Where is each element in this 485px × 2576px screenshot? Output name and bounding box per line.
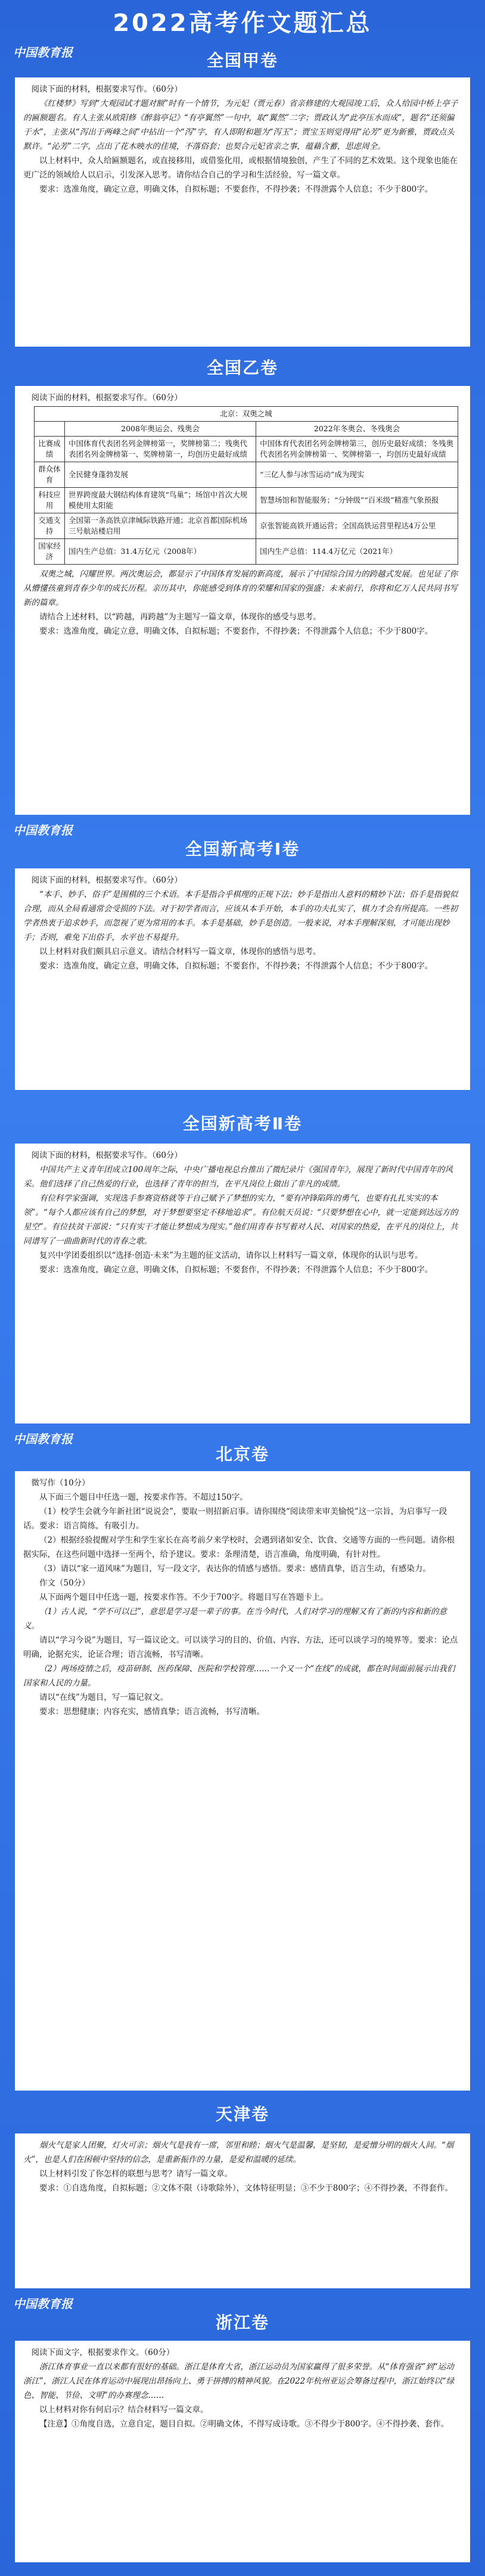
card-beijing: [15, 1471, 470, 2091]
paragraph: 请以“在线”为题目，写一篇记叙文。: [39, 1693, 169, 1702]
table-cell: 智慧场馆和智能服务；“分钟级”“百米级”精准气象预报: [256, 488, 458, 513]
table-cell: 国内生产总值：31.4万亿元（2008年）: [65, 539, 256, 565]
table-cell: 中国体育代表团名列金牌榜第三，创历史最好成绩；冬残奥代表团名列金牌榜第一、奖牌榜第一，均创历史最好成绩: [256, 437, 458, 462]
paragraph: 请以“学习今说”为题目，写一篇议论文。可以谈学习的目的、价值、内容、方法，还可以谈学习的境界等。要求：论点明确，论据充实，论证合理；语言流畅，书写清晰。: [23, 1636, 458, 1659]
table-row: [35, 462, 458, 488]
table-cell: 中国体育代表团名列金牌榜第一，奖牌榜第二；残奥代表团名列金牌榜第一、奖牌榜第一，均创历史最好成绩: [65, 437, 256, 462]
table-cell: “三亿人参与冰雪运动”成为现实: [256, 462, 458, 488]
section-title-xin2: 全国新高考Ⅱ卷: [182, 1114, 303, 1133]
paragraph: （1）校学生会就今年新社团“说说会”，要取一则招新启事。请你围绕“阅读带来审美愉悦”这一宗旨，为启事写一段话。要求：语言简练，有吸引力。: [23, 1507, 447, 1531]
paragraph: （2）两场疫情之后，疫苗研制、医药保障、医院和学校管理……一个又一个“在线”的成就，都在时间面前展示出我们国家和人民的力量。: [23, 1664, 455, 1688]
paragraph: 中国共产主义青年团成立100周年之际，中央广播电视总台推出了微纪录片《强国青年》，展现了新时代中国青年的风采。他们选择了自己热爱的行业，也选择了青年的担当，在平凡岗位上做出了非凡的成绩。: [23, 1165, 453, 1189]
section-title-yi: 全国乙卷: [206, 358, 278, 378]
paragraph: “本手、妙手、俗手”是围棋的三个术语。本手是指合乎棋理的正规下法；妙手是指出人意料的精妙下法；俗手是指貌似合理，而从全局看通常会受损的下法。对于初学者而言，应该从本手开始，本手的功夫扎实了，棋力才会有所提高。一些初学者热衷于追求妙手，而忽视了更为常用的本手。本手是基础，妙手是创造。一般来说，对本手理解深刻，才可能出现妙手；否则，难免下出俗手，水平也不易提升。: [23, 890, 458, 942]
logo-wordmark: 中国教育报: [13, 2297, 73, 2311]
paragraph: 要求：①自选角度，自拟标题；②文体不限（诗歌除外），文体特征明显；③不少于800字；④不得抄袭，不得套作。: [39, 2183, 453, 2193]
paragraph: 阅读下面文字，根据要求作文。（60分）: [31, 2348, 175, 2357]
paragraph: 要求：选准角度，确定立意，明确文体，自拟标题；不要套作，不得抄袭；不得泄露个人信息；不少于800字。: [39, 1265, 433, 1275]
main-title: 2022高考作文题汇总: [113, 9, 372, 37]
table-row: [35, 513, 458, 539]
paragraph: 阅读下面的材料，根据要求写作。（60分）: [31, 876, 182, 885]
table-cell: 全国第一条高铁京津城际铁路开通；北京首都国际机场三号航站楼启用: [65, 513, 256, 539]
paragraph: 浙江体育事业一直以来都有很好的基础。浙江是体育大省，浙江运动员为国家赢得了很多荣誉。从“体育强省”到“运动浙江”，浙江人民在体育运动中展现出昂扬向上、勇于拼搏的精神风貌。在2022年杭州亚运会筹备过程中，浙江始终以“绿色、智能、节俭、文明”的办赛理念……: [23, 2362, 455, 2400]
paragraph: 阅读下面的材料，根据要求写作。（60分）: [31, 393, 182, 403]
section-title-beijing: 北京卷: [215, 1444, 269, 1464]
paragraph: （2）根据经验提醒对学生和学生家长在高考前夕来学校时，会遇到诸如安全、饮食、交通等方面的一些问题。请你根据实际，在这些问题中选择一至两个，给予建议。要求：条理清楚，语言准确，角度明确，有针对性。: [23, 1535, 455, 1559]
paragraph: 要求：选准角度，确定立意，明确文体，自拟标题；不要套作，不得抄袭；不得泄露个人信息；不少于800字。: [39, 627, 433, 636]
section-title-zhejiang: 浙江卷: [215, 2313, 269, 2332]
paragraph: （3）请以“家一道风味”为题目，写一段文字，表达你的情感与感悟。要求：感情真挚，语言生动，有感染力。: [39, 1564, 431, 1574]
section-title-tianjin: 天津卷: [215, 2104, 269, 2124]
card-xin1: [15, 868, 470, 1090]
paragraph: 【注意】①角度自选，立意自定，题目自拟。②明确文体，不得写成诗歌。③不得少于800字。④不得抄袭、套作。: [39, 2419, 449, 2429]
logo-wordmark: 中国教育报: [13, 823, 73, 837]
paragraph: 要求：选准角度，确定立意，明确文体，自拟标题；不要套作，不得抄袭；不得泄露个人信息；不少于800字。: [39, 961, 433, 971]
card-xin2: [15, 1144, 470, 1424]
paragraph: 以上材料对我们颇具启示意义。请结合材料写一篇文章，体现你的感悟与思考。: [39, 947, 321, 957]
section-title-xin1: 全国新高考Ⅰ卷: [185, 839, 300, 859]
table-cell: 京张智能高铁开通运营；全国高铁运营里程达4万公里: [256, 513, 458, 539]
card-jia: [15, 77, 470, 347]
paragraph: （1）古人说，“学不可以已”，意思是学习是一辈子的事。在当今时代，人们对学习的理解又有了新的内容和新的意义。: [23, 1607, 447, 1631]
table-cell: 全民健身蓬勃发展: [65, 462, 256, 488]
table-row: [35, 539, 458, 565]
comparison-table: [34, 406, 458, 565]
table-row: [35, 437, 458, 462]
column-header-2008: 2008年奥运会、残奥会: [65, 422, 256, 437]
table-row: [35, 488, 458, 513]
row-label: 群众体育: [35, 462, 65, 488]
paragraph: 阅读下面的材料，根据要求写作。（60分）: [31, 85, 182, 94]
row-label: 交通支持: [35, 513, 65, 539]
logo-wordmark: 中国教育报: [13, 45, 73, 60]
row-label: 科技应用: [35, 488, 65, 513]
paragraph: 双奥之城，闪耀世界。两次奥运会，都显示了中国体育发展的新高度，展示了中国综合国力的跨越式发展。也见证了你从懵懂孩童到青春少年的成长历程。亲历其中，你能感受到体育的荣耀和国家的强盛；未来前行，你将和亿万人民共同书写新的篇章。: [23, 569, 458, 608]
paragraph: 从下面三个题目中任选一题，按要求作答。不超过150字。: [39, 1493, 248, 1502]
table-cell: 世界跨度最大钢结构体育建筑“鸟巢”；场馆中首次大规模使用太阳能: [65, 488, 256, 513]
logo-wordmark: 中国教育报: [13, 1432, 73, 1446]
paragraph: 阅读下面的材料，根据要求写作。（60分）: [31, 1151, 182, 1160]
column-header-2022: 2022年冬奥会、冬残奥会: [256, 422, 458, 437]
table-caption: 北京：双奥之城: [35, 407, 458, 422]
paragraph: 以上材料对你有何启示？结合材料写一篇文章。: [39, 2405, 209, 2415]
paragraph: 要求：思想健康；内容充实，感情真挚；语言流畅，书写清晰。: [39, 1707, 265, 1717]
paragraph: 请结合上述材料，以“跨越，再跨越”为主题写一篇文章，体现你的感受与思考。: [39, 612, 321, 622]
table-corner: [35, 422, 65, 437]
row-label: 国家经济: [35, 539, 65, 565]
paragraph: 以上材料中，众人给匾额题名，或直接移用，或借鉴化用，或根据情境独创，产生了不同的艺术效果。这个现象也能在更广泛的领域给人以启示，引发深入思考。请你结合自己的学习和生活经验，写一篇文章。: [23, 156, 458, 180]
card-tianjin: [15, 2133, 470, 2288]
paragraph: 有位科学家强调，实现选手参赛资格就等于自己赋予了梦想的实力，“要有冲锋陷阵的勇气，也要有扎扎实实的本领”。“每个人都应该有自己的梦想，对于梦想要坚定不移地追求”。有位航天员说：“只要梦想在心中，就一定能到达远方的星空”。有位扶贫干部说：“只有实干才能让梦想成为现实。”他们用青春书写着对人民、对国家的热爱，在平凡的岗位上，共同谱写了一曲曲新时代的青春之歌。: [23, 1194, 458, 1246]
paragraph: 要求：选准角度，确定立意，明确文体，自拟标题；不要套作，不得抄袭；不得泄露个人信息；不少于800字。: [39, 185, 433, 194]
paragraph: 微写作（10分）: [31, 1478, 90, 1488]
card-zhejiang: [15, 2341, 470, 2562]
paragraph: 作文（50分）: [39, 1578, 90, 1588]
paragraph: 以上材料引发了你怎样的联想与思考？请写一篇文章。: [39, 2169, 232, 2179]
paragraph: 《红楼梦》写到“大观园试才题对额”时有一个情节，为元妃（贾元春）省亲修建的大观园竣工后，众人给园中桥上亭子的匾额题名。有人主张从欧阳修《醉翁亭记》“有亭翼然”一句中，取“翼然”二字；贾政认为“此亭压水而成”，题名“还须偏于水”，主张从“泻出于两峰之间”中拈出一个“泻”字，有人即附和题为“泻玉”；贾宝玉则觉得用“沁芳”更为新雅，贾政点头默许。“沁芳”二字，点出了花木映水的佳境，不落俗套；也契合元妃省亲之事，蕴藉含蓄，思虑周全。: [23, 99, 458, 151]
row-label: 比赛成绩: [35, 437, 65, 462]
table-cell: 国内生产总值：114.4万亿元（2021年）: [256, 539, 458, 565]
paragraph: 从下面两个题目中任选一题，按要求作答。不少于700字。将题目写在答题卡上。: [39, 1593, 328, 1602]
paragraph: 复兴中学团委组织以“选择·创造·未来”为主题的征文活动，请你以上材料写一篇文章，体现你的认识与思考。: [39, 1251, 423, 1260]
section-title-jia: 全国甲卷: [206, 51, 278, 70]
card-yi: [15, 386, 470, 815]
paragraph: 烟火气是家人团聚，灯火可亲；烟火气是我有一席，邻里和睦；烟火气是温馨，是坚韧，是爱憎分明的烟火人间。“烟火”，也是人们在困顿中坚持的信念，是重新振作的力量，是爱和温暖的延续。: [23, 2141, 454, 2164]
